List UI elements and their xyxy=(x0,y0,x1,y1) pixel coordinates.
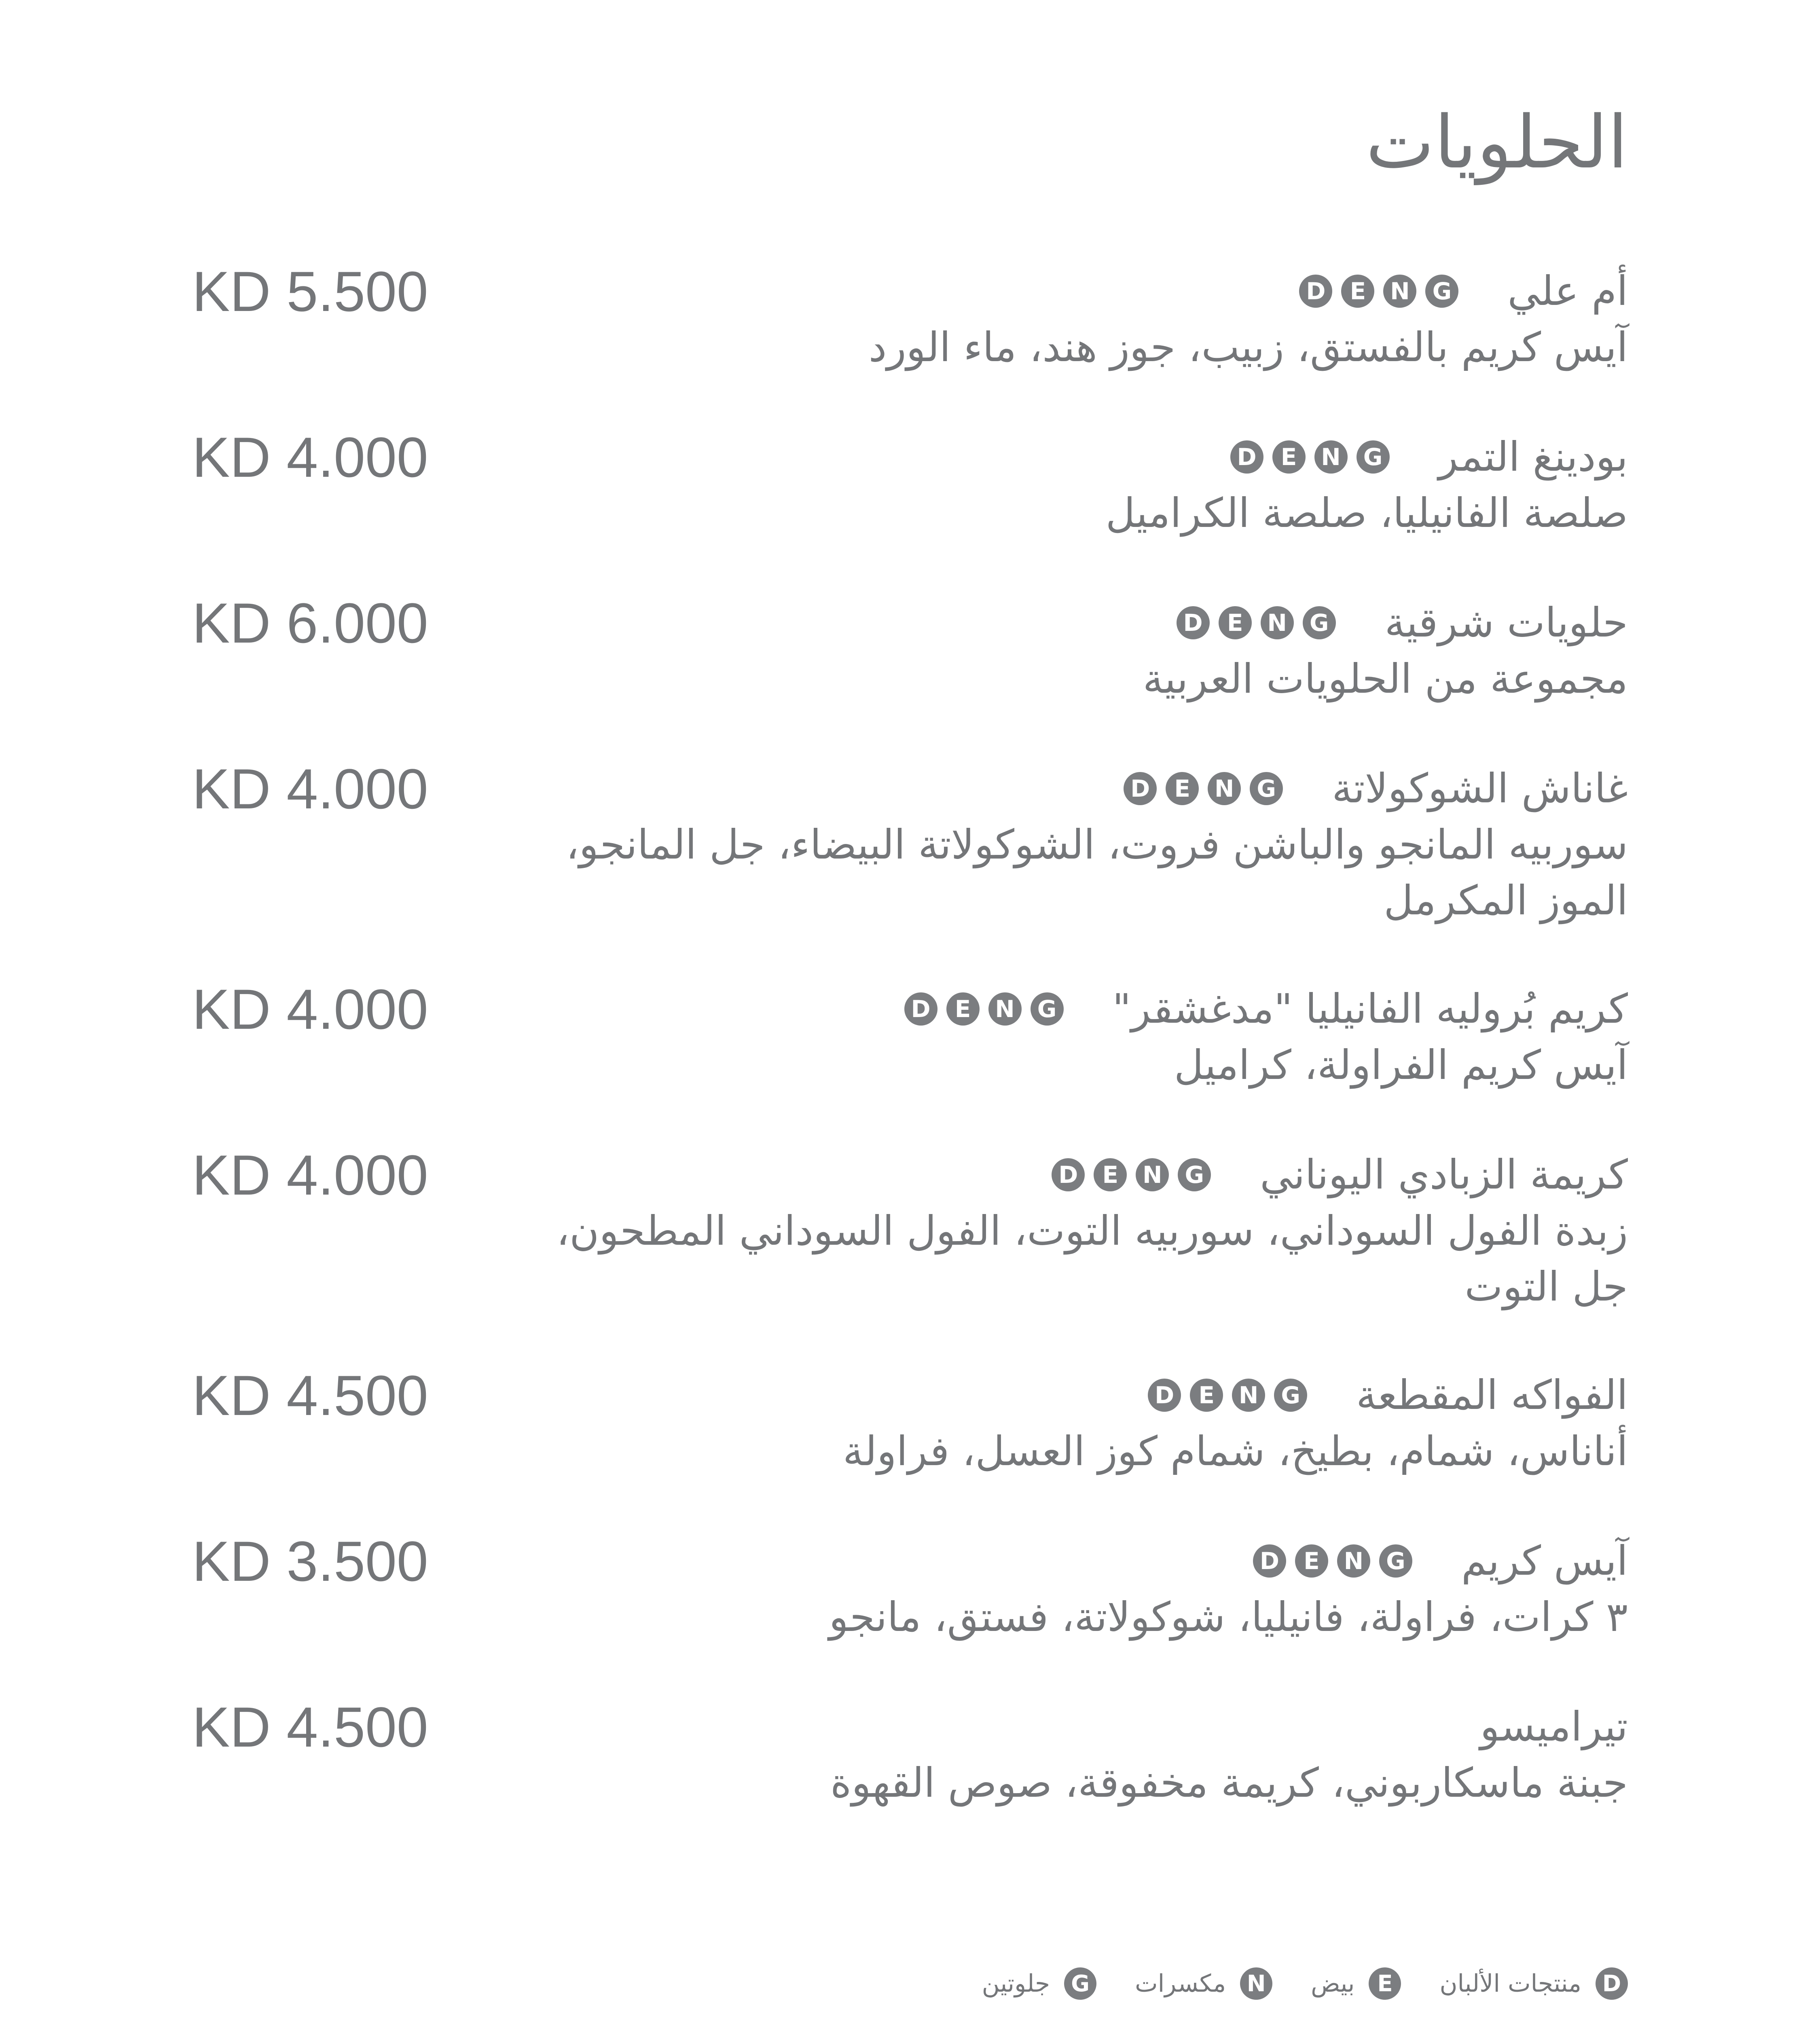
allergen-badge-e-icon: E xyxy=(1190,1379,1223,1412)
page-title: الحلويات xyxy=(1365,100,1628,185)
allergen-badge-e-icon: E xyxy=(946,992,980,1026)
allergen-badge-g-icon: G xyxy=(1303,606,1336,639)
menu-item-name: أم علي xyxy=(1507,267,1628,315)
allergen-badge-d-icon: D xyxy=(904,992,938,1026)
allergen-badge-d-icon: D xyxy=(1177,606,1210,639)
menu-item-name: بودينغ التمر xyxy=(1438,433,1628,480)
allergen-badge-g-icon: G xyxy=(1379,1544,1412,1578)
legend-badge-d-icon: D xyxy=(1596,1967,1628,2000)
allergen-badges xyxy=(900,992,1068,1026)
menu-item-price: KD 5.500 xyxy=(192,260,428,323)
menu-item-header xyxy=(1143,1367,1628,1423)
allergen-badge-g-icon: G xyxy=(1357,440,1390,474)
legend-entry xyxy=(1135,1967,1272,2000)
allergen-badge-e-icon: E xyxy=(1219,606,1252,639)
allergen-badge-n-icon: N xyxy=(1136,1158,1169,1191)
allergen-badge-n-icon: N xyxy=(1261,606,1294,639)
allergen-badge-d-icon: D xyxy=(1124,772,1157,805)
allergen-badge-e-icon: E xyxy=(1166,772,1199,805)
menu-item-name: حلويات شرقية xyxy=(1384,599,1628,646)
allergen-badges xyxy=(1119,772,1287,805)
menu-item-description: ٣ كرات، فراولة، فانيليا، شوكولاتة، فستق، مانجو xyxy=(829,1593,1628,1641)
allergen-badges xyxy=(1172,606,1340,639)
allergen-badge-e-icon: E xyxy=(1272,440,1306,474)
menu-item-description: زبدة الفول السوداني، سوربيه التوت، الفول السوداني المطحون، جل التوت xyxy=(556,1207,1628,1310)
menu-item-name: كريمة الزبادي اليوناني xyxy=(1260,1151,1628,1198)
menu-item-header xyxy=(1119,760,1628,817)
menu-item-price: KD 4.000 xyxy=(192,1143,428,1207)
allergen-badge-e-icon: E xyxy=(1094,1158,1127,1191)
menu-item-description: جبنة ماسكاربوني، كريمة مخفوقة، صوص القهوة xyxy=(830,1759,1628,1806)
legend-label: جلوتين xyxy=(982,1969,1050,1998)
allergen-badges xyxy=(1226,440,1394,474)
allergen-badge-g-icon: G xyxy=(1031,992,1064,1026)
allergen-badge-n-icon: N xyxy=(1383,275,1416,308)
menu-item-header xyxy=(1047,1146,1628,1203)
allergen-badge-d-icon: D xyxy=(1230,440,1263,474)
allergen-badge-d-icon: D xyxy=(1253,1544,1286,1578)
menu-item-name: الفواكه المقطعة xyxy=(1356,1371,1628,1419)
allergen-badge-n-icon: N xyxy=(1208,772,1241,805)
menu-item-price: KD 4.000 xyxy=(192,757,428,821)
legend-label: منتجات الألبان xyxy=(1439,1969,1581,1998)
allergen-badge-n-icon: N xyxy=(988,992,1022,1026)
menu-item-description: آيس كريم الفراولة، كراميل xyxy=(1174,1041,1628,1089)
menu-item-header xyxy=(1172,594,1628,651)
menu-item-price: KD 4.500 xyxy=(192,1364,428,1427)
legend-label: بيض xyxy=(1311,1969,1355,1998)
allergen-badge-d-icon: D xyxy=(1148,1379,1181,1412)
legend-label: مكسرات xyxy=(1135,1969,1226,1998)
allergen-badge-d-icon: D xyxy=(1299,275,1332,308)
allergen-badge-d-icon: D xyxy=(1052,1158,1085,1191)
menu-item-header xyxy=(1480,1698,1628,1755)
menu-item-price: KD 3.500 xyxy=(192,1529,428,1593)
allergen-badge-e-icon: E xyxy=(1341,275,1374,308)
allergen-badges xyxy=(1295,275,1463,308)
allergen-legend xyxy=(944,1967,1628,2000)
allergen-badge-n-icon: N xyxy=(1314,440,1348,474)
menu-item-price: KD 6.000 xyxy=(192,591,428,655)
allergen-badge-e-icon: E xyxy=(1295,1544,1328,1578)
menu-item-price: KD 4.000 xyxy=(192,977,428,1041)
legend-entry xyxy=(1311,1967,1401,2000)
menu-item-header xyxy=(1249,1533,1628,1589)
legend-entry xyxy=(982,1967,1096,2000)
legend-entry xyxy=(1439,1967,1628,2000)
menu-item-description: مجموعة من الحلويات العربية xyxy=(1143,655,1628,702)
legend-badge-e-icon: E xyxy=(1369,1967,1401,2000)
menu-item-header xyxy=(1295,263,1628,319)
menu-item-header xyxy=(1226,429,1628,485)
legend-badge-g-icon: G xyxy=(1064,1967,1096,2000)
menu-item-description: أناناس، شمام، بطيخ، شمام كوز العسل، فراولة xyxy=(843,1428,1628,1475)
allergen-badge-n-icon: N xyxy=(1337,1544,1370,1578)
allergen-badge-g-icon: G xyxy=(1274,1379,1307,1412)
legend-badge-n-icon: N xyxy=(1240,1967,1272,2000)
allergen-badge-g-icon: G xyxy=(1425,275,1458,308)
menu-item-description: آيس كريم بالفستق، زبيب، جوز هند، ماء الورد xyxy=(868,324,1628,371)
allergen-badges xyxy=(1249,1544,1417,1578)
menu-item-name: كريم بُروليه الفانيليا "مدغشقر" xyxy=(1112,985,1628,1032)
menu-item-description: سوربيه المانجو والباشن فروت، الشوكولاتة البيضاء، جل المانجو، الموز المكرمل xyxy=(566,821,1628,924)
menu-item-price: KD 4.000 xyxy=(192,425,428,489)
menu-item-name: تيراميسو xyxy=(1480,1703,1628,1750)
menu-item-name: غاناش الشوكولاتة xyxy=(1332,765,1628,812)
menu-item-description: صلصة الفانيليا، صلصة الكراميل xyxy=(1105,489,1628,537)
menu-item-price: KD 4.500 xyxy=(192,1695,428,1759)
menu-item-header xyxy=(900,981,1628,1037)
allergen-badge-g-icon: G xyxy=(1178,1158,1211,1191)
allergen-badge-g-icon: G xyxy=(1250,772,1283,805)
allergen-badges xyxy=(1047,1158,1215,1191)
menu-item-name: آيس كريم xyxy=(1461,1537,1628,1584)
allergen-badge-n-icon: N xyxy=(1232,1379,1265,1412)
allergen-badges xyxy=(1143,1379,1312,1412)
